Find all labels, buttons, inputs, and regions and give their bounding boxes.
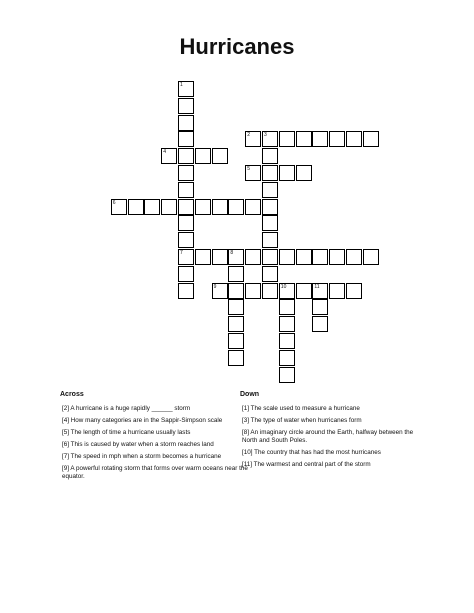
grid-cell[interactable] bbox=[228, 333, 244, 349]
across-clues bbox=[60, 391, 250, 485]
grid-cell[interactable] bbox=[346, 131, 362, 147]
down-clue: [1] The scale used to measure a hurricane bbox=[242, 405, 360, 412]
grid-cell[interactable] bbox=[312, 299, 328, 315]
clue-number: 9 bbox=[213, 283, 217, 290]
across-clue: [7] The speed in mph when a storm becomes a hurricane bbox=[62, 453, 222, 460]
grid-cell[interactable] bbox=[312, 283, 328, 299]
grid-cell[interactable] bbox=[178, 215, 194, 231]
grid-cell[interactable] bbox=[178, 148, 194, 164]
grid-cell[interactable] bbox=[245, 283, 261, 299]
clue-number: 3 bbox=[264, 132, 267, 139]
grid-cell[interactable] bbox=[212, 199, 228, 215]
grid-cell[interactable] bbox=[262, 215, 278, 231]
across-heading: Across bbox=[60, 391, 84, 398]
grid-cell[interactable] bbox=[279, 367, 295, 383]
down-clue: [10] The country that has had the most hurricanes bbox=[242, 449, 381, 456]
down-clue: [11] The warmest and central part of the storm bbox=[242, 461, 371, 468]
grid-cell[interactable] bbox=[262, 199, 278, 215]
grid-cell[interactable] bbox=[245, 165, 261, 181]
grid-cell[interactable] bbox=[279, 299, 295, 315]
clue-number: 1 bbox=[180, 82, 183, 88]
clue-number: 7 bbox=[180, 250, 183, 256]
grid-cell[interactable] bbox=[279, 165, 295, 181]
grid-cell[interactable] bbox=[262, 232, 278, 248]
grid-cell[interactable] bbox=[111, 199, 127, 215]
grid-cell[interactable] bbox=[279, 316, 295, 332]
grid-cell[interactable] bbox=[228, 350, 244, 366]
grid-cell[interactable] bbox=[245, 131, 261, 147]
grid-cell[interactable] bbox=[195, 249, 211, 265]
grid-cell[interactable] bbox=[329, 131, 345, 147]
clue-number: 11 bbox=[314, 283, 320, 290]
grid-cell[interactable] bbox=[262, 182, 278, 198]
grid-cell[interactable] bbox=[329, 283, 345, 299]
down-heading: Down bbox=[240, 391, 260, 398]
grid-cell[interactable] bbox=[279, 249, 295, 265]
across-clue: [4] How many categories are in the Sappir-Simpson scale bbox=[62, 417, 223, 424]
grid-cell[interactable] bbox=[245, 249, 261, 265]
clue-number: 8 bbox=[230, 250, 234, 256]
clue-number: 5 bbox=[247, 166, 250, 172]
grid-cell[interactable] bbox=[178, 232, 194, 248]
grid-cell[interactable] bbox=[312, 249, 328, 265]
clue-number: 10 bbox=[280, 283, 287, 290]
grid-cell[interactable] bbox=[312, 316, 328, 332]
grid-cell[interactable] bbox=[228, 249, 244, 265]
grid-cell[interactable] bbox=[161, 148, 177, 164]
grid-cell[interactable] bbox=[363, 131, 379, 147]
grid-cell[interactable] bbox=[279, 283, 295, 299]
across-clue: [9] A powerful rotating storm that forms over warm oceans near the equator. bbox=[62, 465, 248, 480]
grid-cell[interactable] bbox=[279, 131, 295, 147]
grid-cell[interactable] bbox=[178, 199, 194, 215]
grid-cell[interactable] bbox=[178, 266, 194, 282]
grid-cell[interactable] bbox=[262, 249, 278, 265]
grid-cell[interactable] bbox=[262, 283, 278, 299]
grid-cell[interactable] bbox=[245, 199, 261, 215]
grid-cell[interactable] bbox=[228, 199, 244, 215]
grid-cell[interactable] bbox=[228, 299, 244, 315]
grid-cell[interactable] bbox=[178, 115, 194, 131]
grid-cell[interactable] bbox=[312, 131, 328, 147]
grid-cell[interactable] bbox=[262, 165, 278, 181]
grid-cell[interactable] bbox=[228, 283, 244, 299]
grid-cell[interactable] bbox=[296, 165, 312, 181]
grid-cell[interactable] bbox=[346, 283, 362, 299]
across-clue: [5] The length of time a hurricane usually lasts bbox=[62, 429, 191, 436]
grid-cell[interactable] bbox=[262, 131, 278, 147]
grid-cell[interactable] bbox=[212, 249, 228, 265]
down-clue: [3] The type of water when hurricanes form bbox=[242, 417, 362, 424]
grid-cell[interactable] bbox=[329, 249, 345, 265]
grid-cell[interactable] bbox=[212, 148, 228, 164]
down-clues bbox=[240, 391, 430, 473]
across-clue: [2] A hurricane is a huge rapidly ______ storm bbox=[62, 405, 191, 412]
grid-cell[interactable] bbox=[178, 165, 194, 181]
grid-cell[interactable] bbox=[212, 283, 228, 299]
grid-cell[interactable] bbox=[279, 333, 295, 349]
grid-cell[interactable] bbox=[363, 249, 379, 265]
grid-cell[interactable] bbox=[279, 350, 295, 366]
grid-cell[interactable] bbox=[296, 249, 312, 265]
clue-number: 2 bbox=[247, 132, 250, 139]
grid-cell[interactable] bbox=[228, 266, 244, 282]
grid-cell[interactable] bbox=[346, 249, 362, 265]
grid-cell[interactable] bbox=[195, 199, 211, 215]
clue-number: 6 bbox=[112, 199, 116, 206]
grid-cell[interactable] bbox=[228, 316, 244, 332]
grid-cell[interactable] bbox=[178, 81, 194, 97]
grid-cell[interactable] bbox=[195, 148, 211, 164]
grid-cell[interactable] bbox=[262, 266, 278, 282]
grid-cell[interactable] bbox=[178, 283, 194, 299]
grid-cell[interactable] bbox=[144, 199, 160, 215]
grid-cell[interactable] bbox=[161, 199, 177, 215]
grid-cell[interactable] bbox=[178, 98, 194, 114]
grid-cell[interactable] bbox=[178, 249, 194, 265]
puzzle-title: Hurricanes bbox=[179, 34, 295, 59]
down-clue: [8] An imaginary circle around the Earth, halfway between the North and South Poles. bbox=[242, 429, 414, 444]
clue-number: 4 bbox=[163, 149, 166, 156]
grid-cell[interactable] bbox=[178, 131, 194, 147]
grid-cell[interactable] bbox=[262, 148, 278, 164]
grid-cell[interactable] bbox=[178, 182, 194, 198]
across-clue: [6] This is caused by water when a storm reaches land bbox=[62, 441, 214, 448]
grid-cell[interactable] bbox=[296, 283, 312, 299]
grid-cell[interactable] bbox=[296, 131, 312, 147]
grid-cell[interactable] bbox=[128, 199, 144, 215]
